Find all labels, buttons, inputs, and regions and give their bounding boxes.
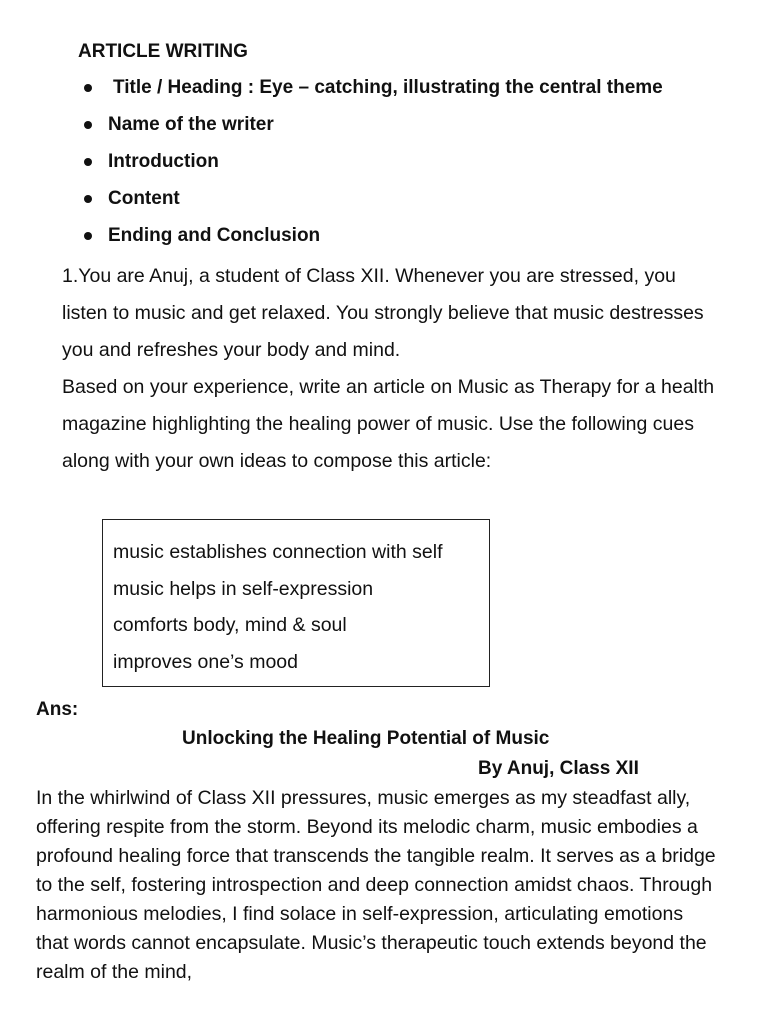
bullet-icon bbox=[84, 195, 92, 203]
article-title: Unlocking the Healing Potential of Music bbox=[182, 728, 550, 749]
checklist-item-text: Introduction bbox=[108, 151, 219, 172]
checklist-item-text: Ending and Conclusion bbox=[108, 225, 321, 246]
bullet-icon bbox=[84, 121, 92, 129]
bullet-icon bbox=[84, 158, 92, 166]
answer-label: Ans: bbox=[36, 699, 79, 720]
cues-box bbox=[102, 519, 490, 687]
question-block bbox=[62, 258, 722, 480]
checklist-item-text: Title / Heading : Eye – catching, illustrating the central theme bbox=[113, 77, 663, 98]
section-heading: ARTICLE WRITING bbox=[78, 41, 248, 62]
checklist-item-text: Content bbox=[108, 188, 180, 209]
cue-item: comforts body, mind & soul bbox=[113, 614, 347, 636]
bullet-icon bbox=[84, 84, 92, 92]
article-byline: By Anuj, Class XII bbox=[478, 758, 639, 779]
cue-item: improves one’s mood bbox=[113, 650, 298, 673]
cue-item: music establishes connection with self bbox=[113, 541, 443, 563]
cue-item: music helps in self-expression bbox=[113, 577, 374, 600]
question-paragraph-1: 1.You are Anuj, a student of Class XII. Whenever you are stressed, you listen to music and get relaxed. You strongly believe that music destresses you and refreshes your body and mind. bbox=[62, 265, 704, 361]
article-body: In the whirlwind of Class XII pressures, music emerges as my steadfast ally, offering respite from the storm. Beyond its melodic charm, music embodies a profound healing force that transcends the tangible realm. It serves as a bridge to the self, fostering introspection and deep connection amidst chaos. Through harmonious melodies, I find solace in self-expression, articulating emotions that words cannot encapsulate. Music’s therapeutic touch extends beyond the realm of the mind, bbox=[36, 787, 716, 983]
question-paragraph-2: Based on your experience, write an article on Music as Therapy for a health magazine highlighting the healing power of music. Use the following cues along with your own ideas to compose this article: bbox=[62, 376, 715, 472]
bullet-icon bbox=[84, 232, 92, 240]
checklist-item-text: Name of the writer bbox=[108, 114, 274, 135]
